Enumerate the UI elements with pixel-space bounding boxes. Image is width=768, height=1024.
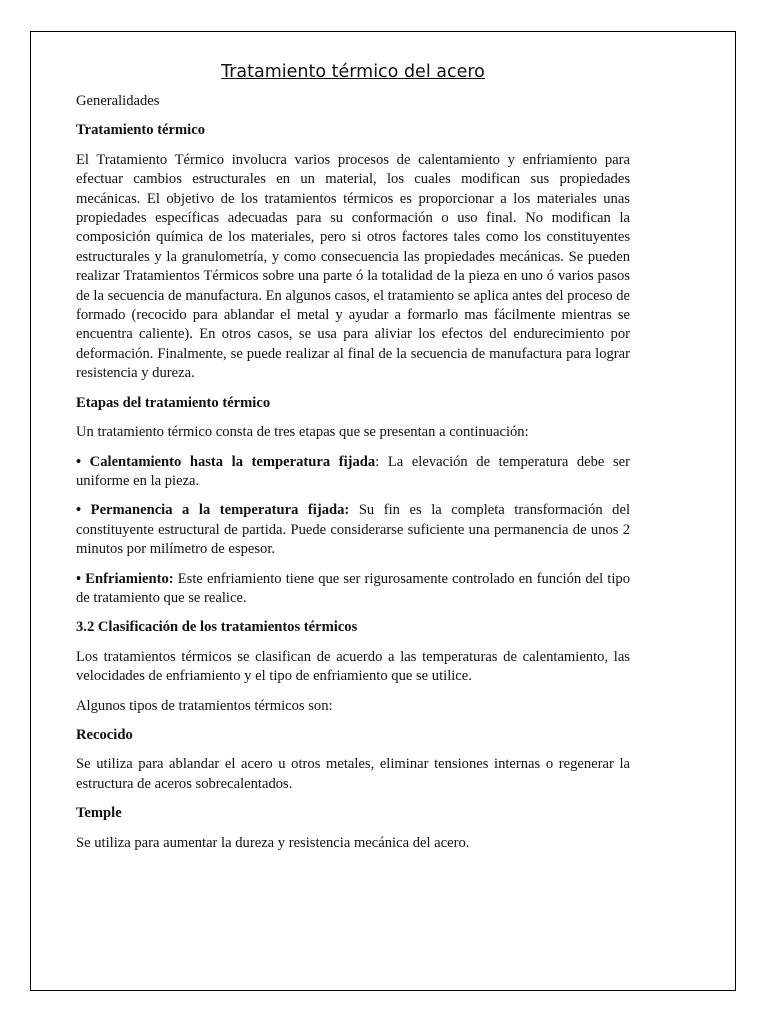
bullet-text: Este enfriamiento tiene que ser rigurosamente controlado en función del tipo de tratamiento que se realice. xyxy=(76,570,630,606)
recocido-paragraph: Se utiliza para ablandar el acero u otros metales, eliminar tensiones internas o regenerar la estructura de aceros sobrecalentados. xyxy=(76,756,630,792)
heading-temple: Temple xyxy=(76,805,122,822)
intro-paragraph: El Tratamiento Térmico involucra varios procesos de calentamiento y enfriamiento para efectuar cambios estructurales en un material, los cuales modifican sus propiedades mecánicas. El objetivo de los tratamientos térmicos es proporcionar a los materiales unas propiedades específicas adecuadas para su conformación o uso final. No modifican la composición química de los materiales, pero si otros factores tales como los constituyentes estructurales y la granulometría, y como consecuencia las propiedades mecánicas. Se pueden realizar Tratamientos Térmicos sobre una parte ó la totalidad de la pieza en uno ó varios pasos de la secuencia de manufactura. En algunos casos, el tratamiento se aplica antes del proceso de formado (recocido para ablandar el metal y ayudar a formarlo mas fácilmente mientras se encuentra caliente). En otros casos, se usa para aliviar los efectos del endurecimiento por deformación. Finalmente, se puede realizar al final de la secuencia de manufactura para lograr resistencia y dureza. xyxy=(76,151,630,382)
clasificacion-paragraph: Los tratamientos térmicos se clasifican de acuerdo a las temperaturas de calentamiento, las velocidades de enfriamiento y el tipo de enfriamiento que se utilice. xyxy=(76,648,630,685)
document-content xyxy=(76,61,630,863)
bullet-marker: • xyxy=(76,453,90,470)
bullet-marker: • xyxy=(76,502,91,519)
heading-clasificacion: 3.2 Clasificación de los tratamientos térmicos xyxy=(76,619,358,636)
bullet-text: : La elevación de temperatura debe ser uniforme en la pieza. xyxy=(76,453,630,489)
bullet-marker: • xyxy=(76,570,86,587)
bullet-item-enfriamiento xyxy=(76,570,630,609)
heading-etapas: Etapas del tratamiento térmico xyxy=(76,394,271,411)
section-label: Generalidades xyxy=(76,93,160,109)
temple-paragraph: Se utiliza para aumentar la dureza y resistencia mecánica del acero. xyxy=(76,834,470,851)
tipos-intro-paragraph: Algunos tipos de tratamientos térmicos son: xyxy=(76,697,333,714)
bullet-item-calentamiento xyxy=(76,453,630,492)
bullet-text: Su fin es la completa transformación del constituyente estructural de partida. Puede considerarse suficiente una permanencia de unos 2 minutos por milímetro de espesor. xyxy=(76,502,631,558)
document-title: Tratamiento térmico del acero xyxy=(221,62,485,82)
etapas-intro-paragraph: Un tratamiento térmico consta de tres etapas que se presentan a continuación: xyxy=(76,424,529,441)
bullet-term: Permanencia a la temperatura fijada: xyxy=(90,502,350,519)
heading-tratamiento-termico: Tratamiento térmico xyxy=(76,122,205,139)
heading-recocido: Recocido xyxy=(76,726,133,743)
bullet-term: Enfriamiento: xyxy=(85,570,174,587)
bullet-item-permanencia xyxy=(76,501,630,559)
bullet-term: Calentamiento hasta la temperatura fijada xyxy=(89,453,376,470)
